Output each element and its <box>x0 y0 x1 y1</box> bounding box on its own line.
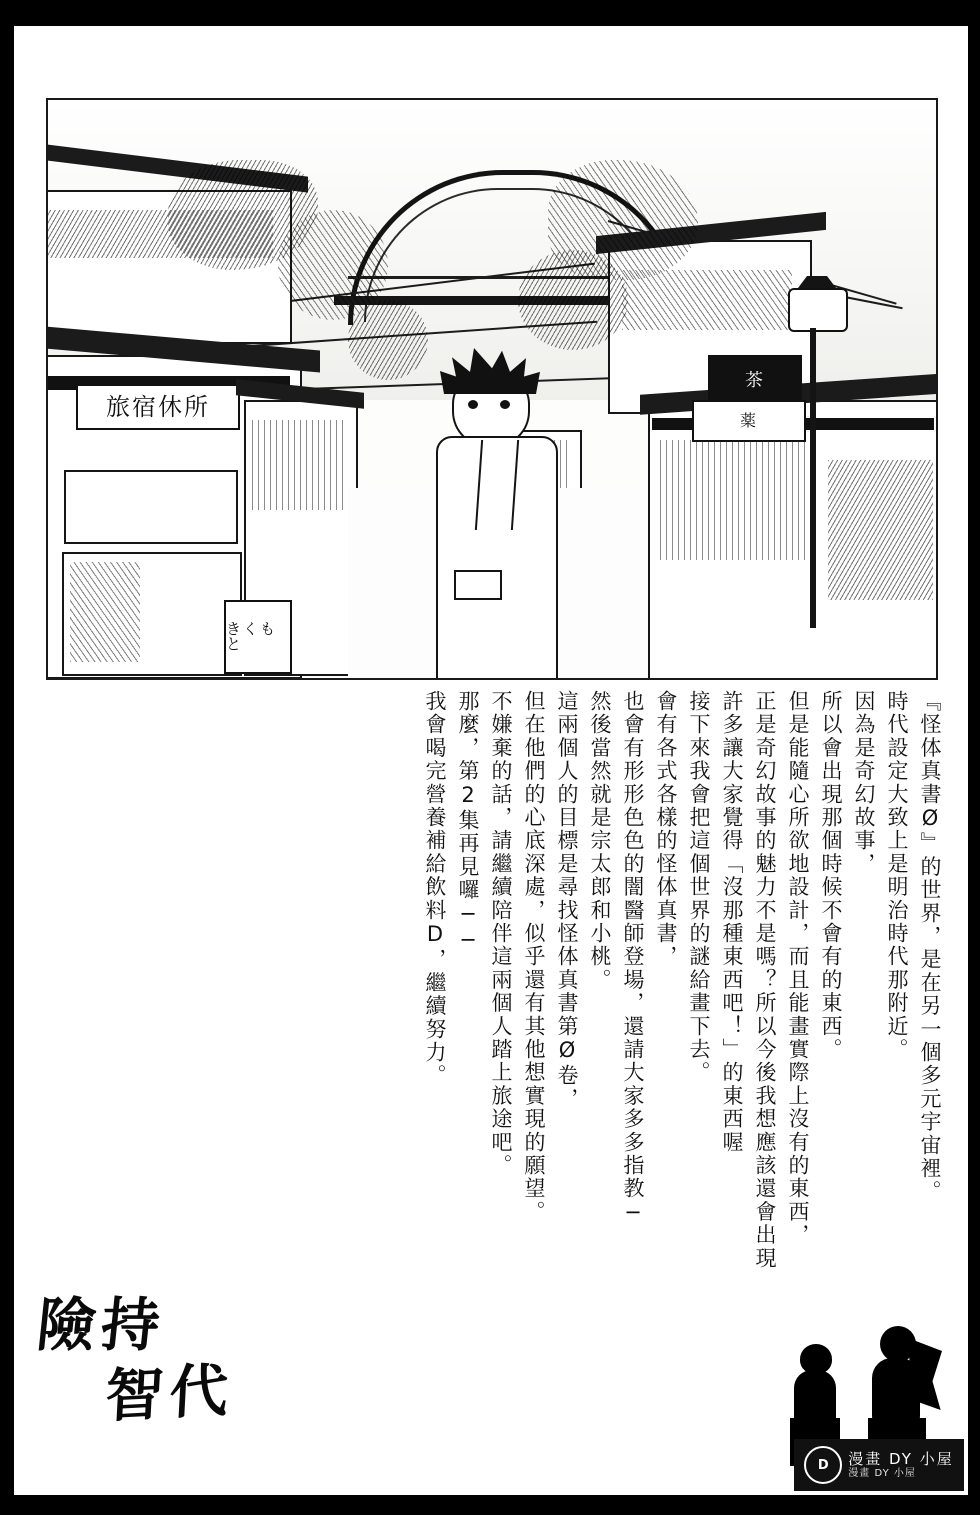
noren-curtain-left <box>64 470 238 544</box>
silhouette-boy-body <box>794 1370 836 1424</box>
illustration-panel <box>46 98 938 680</box>
watermark-main-text: 漫畫 DY 小屋 <box>848 1449 954 1468</box>
afterword-line: 我會喝完營養補給飲料D，繼續努力。 <box>423 690 447 1088</box>
silhouette-girl-hair <box>908 1338 942 1410</box>
signature-line-2: 智代 <box>103 1355 236 1431</box>
shop-sign-ryoshuku: 旅宿休所 <box>76 384 240 430</box>
tree-foliage-left-3 <box>348 300 428 380</box>
afterword-line: 但是能隨心所欲地設計，而且能畫實際上沒有的東西， <box>786 690 810 1247</box>
silhouette-boy-head <box>800 1344 832 1374</box>
page-border-bottom <box>0 1495 980 1515</box>
afterword-line: 正是奇幻故事的魅力不是嗎？所以今後我想應該還會出現 <box>753 690 777 1270</box>
tree-foliage-right-2 <box>518 250 628 350</box>
afterword-line: 接下來我會把這個世界的謎給畫下去。 <box>687 690 711 1085</box>
signature-line-1: 險持 <box>33 1291 170 1359</box>
shading-right-upper <box>622 270 792 330</box>
page-border-right <box>968 0 980 1515</box>
watermark-badge <box>794 1439 964 1491</box>
afterword-line: 因為是奇幻故事， <box>852 690 876 876</box>
character-collar <box>475 440 519 530</box>
afterword-line: 許多讓大家覺得「沒那種東西吧！」的東西喔 <box>720 690 744 1154</box>
page-border-left <box>0 0 14 1515</box>
shading-right-main <box>828 460 933 600</box>
shading-shopfront-left <box>70 562 140 662</box>
afterword-line: 那麼，第2集再見囉── <box>456 690 480 955</box>
shop-sign-right-mid: 薬 <box>692 400 806 442</box>
character-eye-right <box>500 400 510 409</box>
street-lamp-pole <box>810 328 816 628</box>
shop-sign-right-top: 茶 <box>708 355 802 407</box>
shop-sign-kikumoto: きくもと <box>224 600 292 674</box>
lattice-left-near <box>252 420 346 510</box>
afterword-line: 會有各式各樣的怪体真書， <box>654 690 678 969</box>
watermark-logo-icon: D <box>804 1446 842 1484</box>
afterword-line: 但在他們的心底深處，似乎還有其他想實現的願望。 <box>522 690 546 1224</box>
watermark-sub-text: 漫畫 DY 小屋 <box>848 1467 916 1479</box>
street-lamp-head <box>788 288 848 332</box>
afterword-line: 時代設定大致上是明治時代那附近。 <box>885 690 909 1062</box>
afterword-line: 這兩個人的目標是尋找怪体真書第Ø卷， <box>555 690 579 1111</box>
afterword-line: 也會有形形色色的闇醫師登場，還請大家多多指教─ <box>621 690 645 1227</box>
page-border-top <box>0 0 980 26</box>
afterword-text-block <box>40 690 942 1270</box>
afterword-line: 不嫌棄的話，請繼續陪伴這兩個人踏上旅途吧。 <box>489 690 513 1178</box>
character-eye-left <box>468 400 478 409</box>
afterword-line: 然後當然就是宗太郎和小桃。 <box>588 690 612 992</box>
author-signature <box>33 1278 298 1438</box>
afterword-line: 『怪体真書Ø』的世界，是在另一個多元宇宙裡。 <box>918 690 942 1204</box>
afterword-line: 所以會出現那個時候不會有的東西。 <box>819 690 843 1062</box>
character-hand-object <box>454 570 502 600</box>
lattice-right <box>660 440 810 560</box>
